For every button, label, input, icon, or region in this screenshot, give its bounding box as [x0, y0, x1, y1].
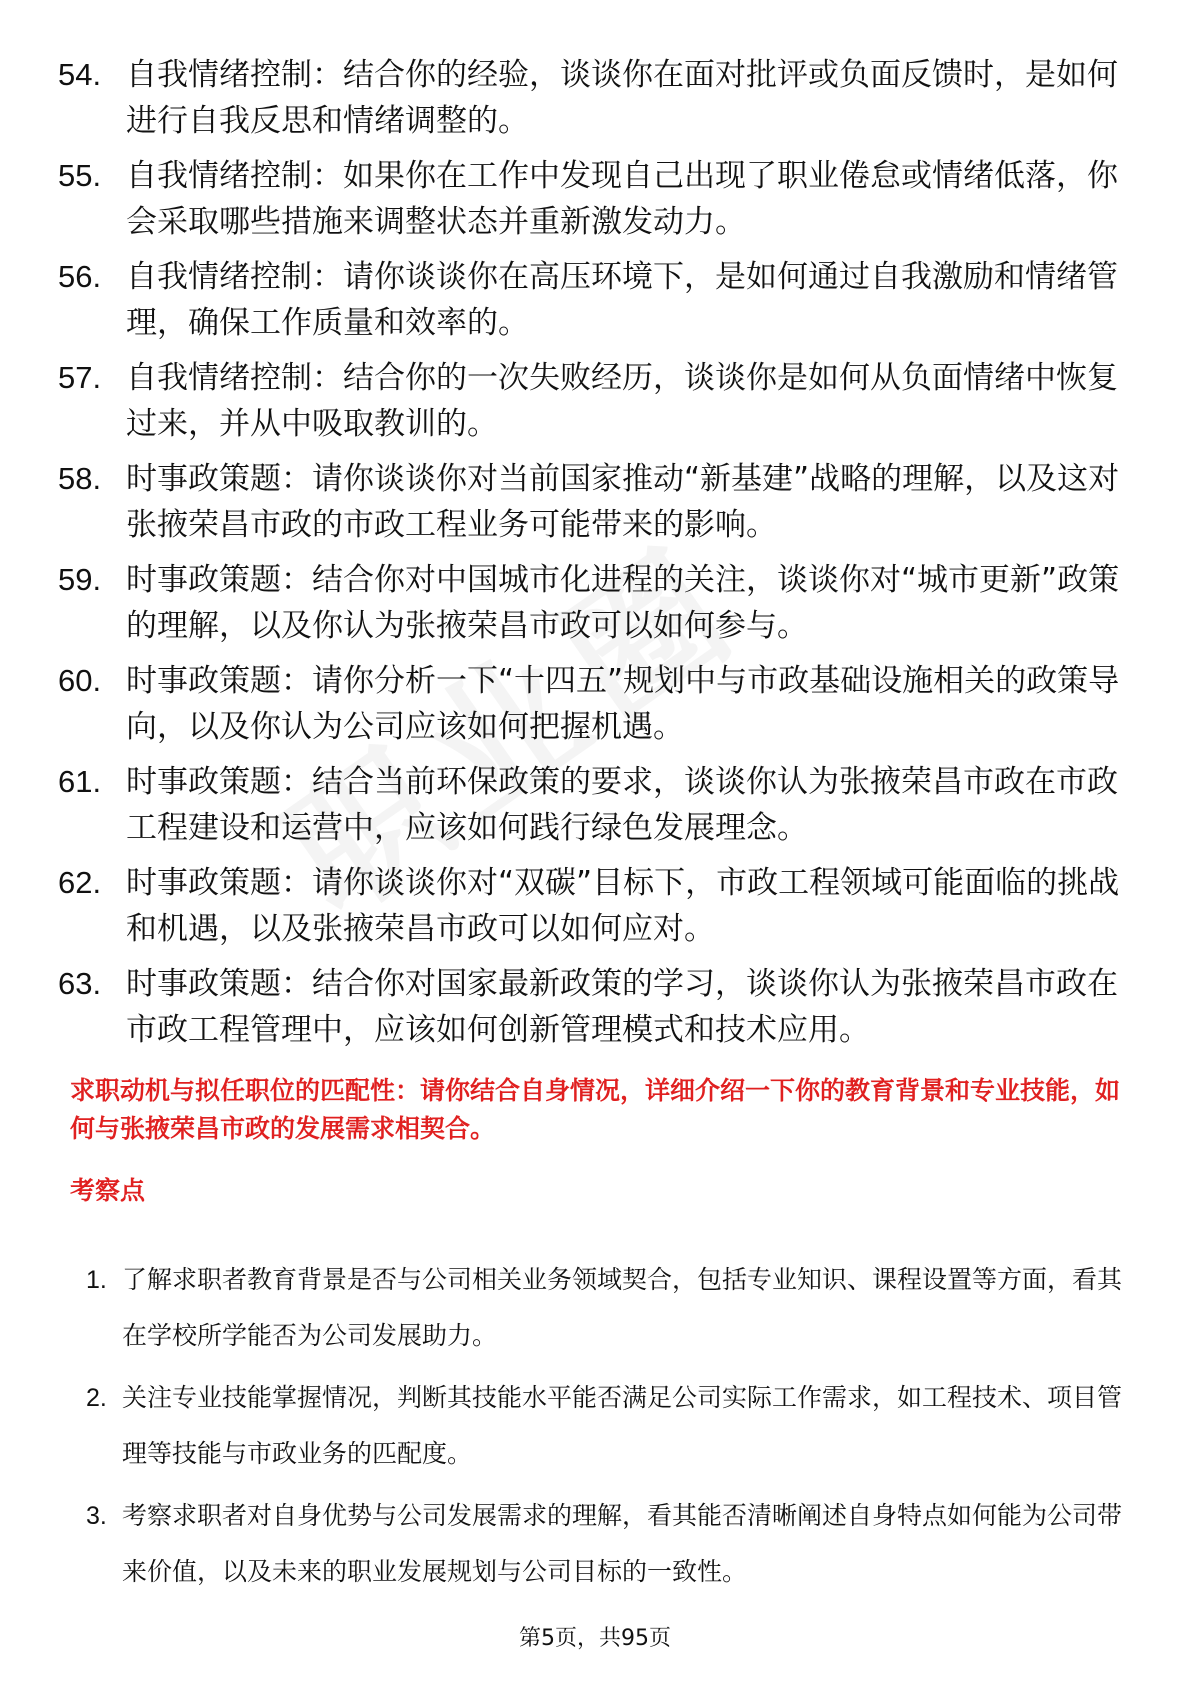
question-number: 63. — [58, 966, 102, 1001]
question-number: 57. — [58, 360, 102, 395]
point-text: 了解求职者教育背景是否与公司相关业务领域契合，包括专业知识、课程设置等方面，看其在学校所学能否为公司发展助力。 — [122, 1265, 1123, 1350]
question-item — [58, 52, 1138, 144]
question-list — [58, 52, 1138, 1062]
question-item — [58, 759, 1138, 851]
highlighted-question: 求职动机与拟任职位的匹配性：请你结合自身情况，详细介绍一下你的教育背景和专业技能，如何与张掖荣昌市政的发展需求相契合。 — [70, 1076, 1121, 1143]
section-heading: 考察点 — [70, 1176, 146, 1205]
assessment-point — [86, 1252, 1136, 1364]
question-text: 时事政策题：请你分析一下“十四五”规划中与市政基础设施相关的政策导向，以及你认为公司应该如何把握机遇。 — [126, 663, 1120, 745]
question-number: 59. — [58, 562, 102, 597]
question-text: 自我情绪控制：请你谈谈你在高压环境下，是如何通过自我激励和情绪管理，确保工作质量和效率的。 — [126, 259, 1118, 341]
question-number: 55. — [58, 158, 102, 193]
question-text: 时事政策题：请你谈谈你对当前国家推动“新基建”战略的理解，以及这对张掖荣昌市政的市政工程业务可能带来的影响。 — [126, 461, 1120, 543]
question-number: 61. — [58, 764, 102, 799]
question-number: 56. — [58, 259, 102, 294]
question-text: 时事政策题：结合当前环保政策的要求，谈谈你认为张掖荣昌市政在市政工程建设和运营中，应该如何践行绿色发展理念。 — [126, 764, 1118, 846]
point-number: 3. — [86, 1502, 107, 1530]
question-item — [58, 557, 1138, 649]
assessment-point — [86, 1370, 1136, 1482]
question-item — [58, 860, 1138, 952]
question-text: 自我情绪控制：结合你的一次失败经历，谈谈你是如何从负面情绪中恢复过来，并从中吸取教训的。 — [126, 360, 1118, 442]
assessment-point-list — [86, 1252, 1136, 1606]
assessment-point — [86, 1488, 1136, 1600]
question-text: 自我情绪控制：如果你在工作中发现自己出现了职业倦怠或情绪低落，你会采取哪些措施来调整状态并重新激发动力。 — [126, 158, 1118, 240]
question-item — [58, 456, 1138, 548]
question-item — [58, 153, 1138, 245]
point-number: 2. — [86, 1384, 107, 1412]
question-item — [58, 254, 1138, 346]
question-number: 58. — [58, 461, 102, 496]
point-text: 关注专业技能掌握情况，判断其技能水平能否满足公司实际工作需求，如工程技术、项目管理等技能与市政业务的匹配度。 — [122, 1383, 1123, 1468]
question-number: 54. — [58, 57, 102, 92]
question-number: 60. — [58, 663, 102, 698]
question-item — [58, 355, 1138, 447]
point-number: 1. — [86, 1266, 107, 1294]
question-item — [58, 961, 1138, 1053]
question-text: 时事政策题：结合你对中国城市化进程的关注，谈谈你对“城市更新”政策的理解，以及你认为张掖荣昌市政可以如何参与。 — [126, 562, 1120, 644]
question-text: 时事政策题：结合你对国家最新政策的学习，谈谈你认为张掖荣昌市政在市政工程管理中，应该如何创新管理模式和技术应用。 — [126, 966, 1118, 1048]
question-number: 62. — [58, 865, 102, 900]
point-text: 考察求职者对自身优势与公司发展需求的理解，看其能否清晰阐述自身特点如何能为公司带来价值，以及未来的职业发展规划与公司目标的一致性。 — [122, 1501, 1123, 1586]
question-text: 时事政策题：请你谈谈你对“双碳”目标下，市政工程领域可能面临的挑战和机遇，以及张掖荣昌市政可以如何应对。 — [126, 865, 1120, 947]
question-item — [58, 658, 1138, 750]
page-footer: 第5页，共95页 — [519, 1626, 671, 1651]
question-text: 自我情绪控制：结合你的经验，谈谈你在面对批评或负面反馈时，是如何进行自我反思和情绪调整的。 — [126, 57, 1118, 139]
